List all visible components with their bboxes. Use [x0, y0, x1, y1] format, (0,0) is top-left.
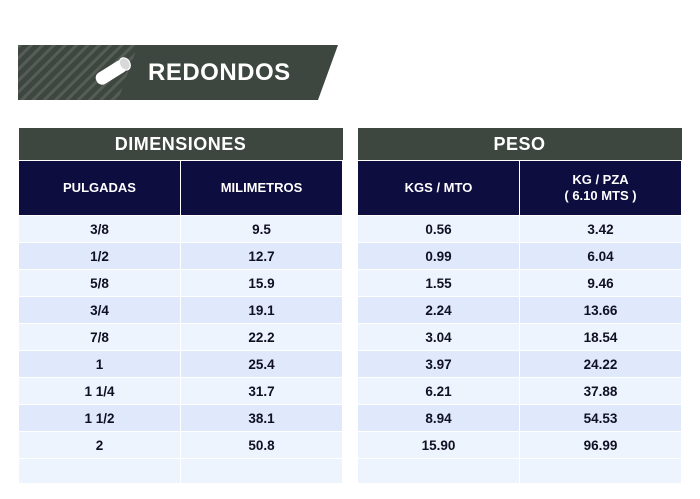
- cell-milimetros: 31.7: [181, 378, 343, 405]
- table-row-filler: [358, 459, 682, 484]
- table-row-filler: [19, 459, 343, 484]
- cell-pulgadas: 5/8: [19, 270, 181, 297]
- cell-pulgadas: 7/8: [19, 324, 181, 351]
- cell-kg-pza: 96.99: [520, 432, 682, 459]
- cell-kgs-mto: 0.99: [358, 243, 520, 270]
- cell-pulgadas: 1/2: [19, 243, 181, 270]
- dimensiones-table: [18, 128, 343, 484]
- table-row: [19, 351, 343, 378]
- cell-milimetros: 12.7: [181, 243, 343, 270]
- table-row: [358, 351, 682, 378]
- cell-kg-pza: 18.54: [520, 324, 682, 351]
- cell-filler: [358, 459, 520, 484]
- table-row: [19, 297, 343, 324]
- tables-container: [18, 128, 682, 484]
- column-header-kgs-mto: KGS / MTO: [358, 161, 520, 216]
- table-row: [19, 324, 343, 351]
- table-row: [19, 378, 343, 405]
- cell-kg-pza: 54.53: [520, 405, 682, 432]
- peso-body: [358, 216, 682, 484]
- cell-milimetros: 19.1: [181, 297, 343, 324]
- table-row: [19, 432, 343, 459]
- cell-kg-pza: 13.66: [520, 297, 682, 324]
- round-bar-icon: [88, 57, 134, 87]
- cell-pulgadas: 2: [19, 432, 181, 459]
- column-header-pulgadas: PULGADAS: [19, 161, 181, 216]
- cell-milimetros: 50.8: [181, 432, 343, 459]
- table-row: [358, 270, 682, 297]
- section-banner: [18, 45, 338, 100]
- cell-kgs-mto: 6.21: [358, 378, 520, 405]
- cell-pulgadas: 3/8: [19, 216, 181, 243]
- table-row: [358, 378, 682, 405]
- table-row: [19, 243, 343, 270]
- cell-pulgadas: 1: [19, 351, 181, 378]
- peso-table: [357, 128, 682, 484]
- cell-kg-pza: 3.42: [520, 216, 682, 243]
- table-row: [19, 405, 343, 432]
- dimensiones-group-header: DIMENSIONES: [19, 128, 343, 161]
- cell-kg-pza: 37.88: [520, 378, 682, 405]
- table-row: [358, 324, 682, 351]
- peso-group-header-row: [358, 128, 682, 161]
- dimensiones-body: [19, 216, 343, 484]
- column-header-milimetros: MILIMETROS: [181, 161, 343, 216]
- cell-kg-pza: 6.04: [520, 243, 682, 270]
- banner-title: REDONDOS: [148, 58, 291, 86]
- table-row: [358, 243, 682, 270]
- cell-kgs-mto: 1.55: [358, 270, 520, 297]
- cell-filler: [520, 459, 682, 484]
- cell-pulgadas: 1 1/4: [19, 378, 181, 405]
- cell-kgs-mto: 0.56: [358, 216, 520, 243]
- cell-milimetros: 22.2: [181, 324, 343, 351]
- peso-group-header: PESO: [358, 128, 682, 161]
- cell-milimetros: 25.4: [181, 351, 343, 378]
- table-row: [358, 216, 682, 243]
- cell-pulgadas: 3/4: [19, 297, 181, 324]
- dimensiones-group-header-row: [19, 128, 343, 161]
- cell-kg-pza: 24.22: [520, 351, 682, 378]
- table-row: [358, 405, 682, 432]
- column-header-kg-pza: [520, 161, 682, 216]
- peso-column-header-row: [358, 161, 682, 216]
- table-row: [358, 297, 682, 324]
- table-row: [19, 270, 343, 297]
- cell-kgs-mto: 2.24: [358, 297, 520, 324]
- cell-kgs-mto: 8.94: [358, 405, 520, 432]
- column-header-kg-pza-main: KG / PZA: [572, 171, 629, 187]
- column-header-kg-pza-sub: ( 6.10 MTS ): [564, 188, 637, 203]
- cell-kgs-mto: 15.90: [358, 432, 520, 459]
- table-row: [19, 216, 343, 243]
- cell-filler: [19, 459, 181, 484]
- cell-kgs-mto: 3.04: [358, 324, 520, 351]
- dimensiones-column-header-row: [19, 161, 343, 216]
- cell-pulgadas: 1 1/2: [19, 405, 181, 432]
- cell-filler: [181, 459, 343, 484]
- cell-milimetros: 38.1: [181, 405, 343, 432]
- cell-kgs-mto: 3.97: [358, 351, 520, 378]
- cell-milimetros: 15.9: [181, 270, 343, 297]
- cell-milimetros: 9.5: [181, 216, 343, 243]
- table-row: [358, 432, 682, 459]
- cell-kg-pza: 9.46: [520, 270, 682, 297]
